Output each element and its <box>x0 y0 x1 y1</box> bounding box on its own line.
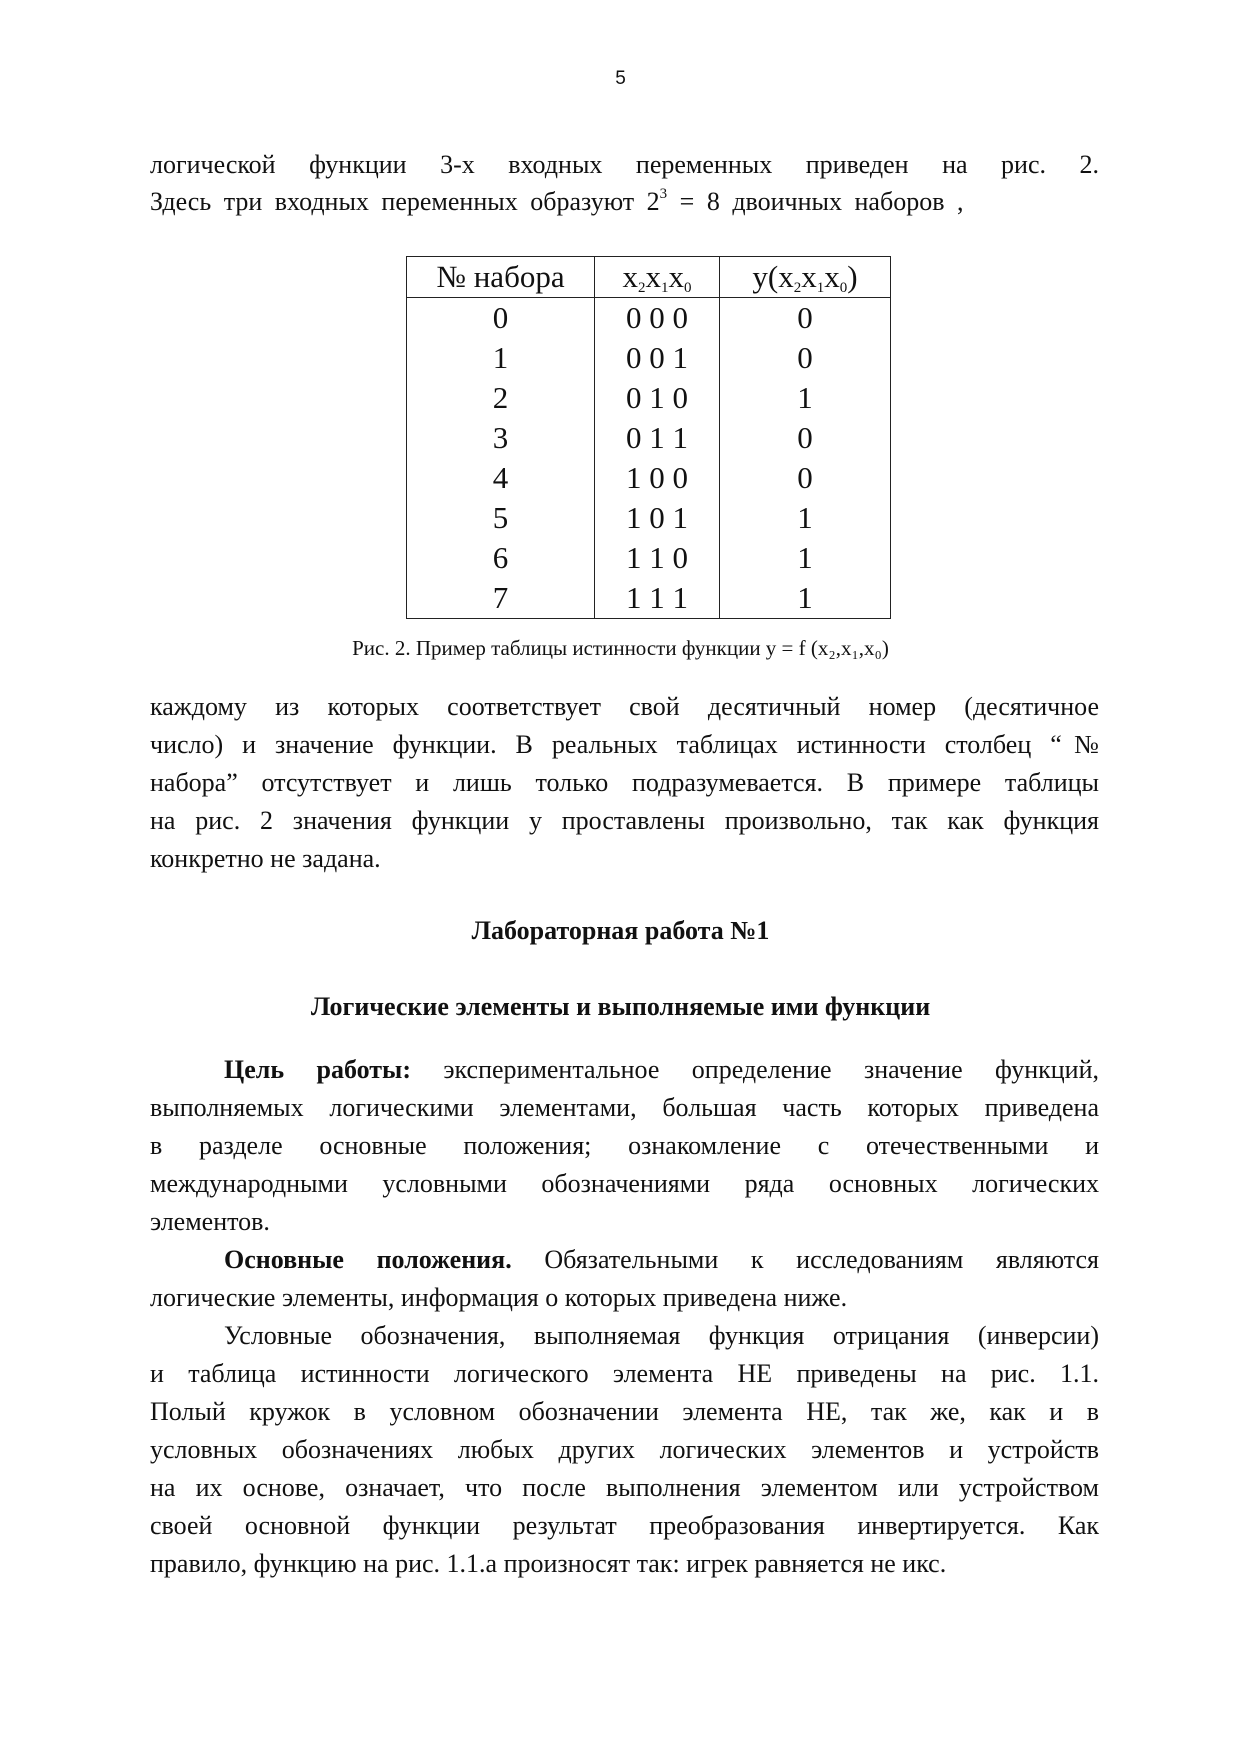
paragraph-line: правило, функцию на рис. 1.1.а произносят так: игрек равняется не икс. <box>150 1549 947 1578</box>
paragraph-line: набора” отсутствует и лишь только подразумевается. В примере таблицы <box>150 768 1099 797</box>
lab-subtitle: Логические элементы и выполняемые ими функции <box>310 992 931 1021</box>
table-header-row <box>407 257 891 298</box>
cell-n: 6 <box>407 538 595 578</box>
cell-y: 1 <box>720 538 891 578</box>
cell-n: 1 <box>407 338 595 378</box>
cell-n: 2 <box>407 378 595 418</box>
cell-y: 0 <box>720 338 891 378</box>
truth-table <box>406 256 891 619</box>
basics-label: Основные положения. <box>224 1245 512 1274</box>
text-span: экспериментальное определение значение функций, <box>411 1055 1099 1084</box>
cell-n: 7 <box>407 578 595 619</box>
cell-y: 1 <box>720 378 891 418</box>
table-row <box>407 578 891 619</box>
cell-y: 0 <box>720 418 891 458</box>
paragraph-line <box>150 183 1099 221</box>
cell-x: 1 1 1 <box>595 578 720 619</box>
cell-x: 1 0 0 <box>595 458 720 498</box>
table-row <box>407 538 891 578</box>
table-row <box>407 458 891 498</box>
superscript: 3 <box>659 186 668 202</box>
text-span: Обязательными к исследованиям являются <box>511 1245 1099 1274</box>
cell-y: 1 <box>720 578 891 619</box>
paragraph-line: Условные обозначения, выполняемая функция отрицания (инверсии) <box>224 1321 1099 1350</box>
cell-x: 1 0 1 <box>595 498 720 538</box>
table-row <box>407 498 891 538</box>
goal-label: Цель работы: <box>224 1055 411 1084</box>
cell-n: 5 <box>407 498 595 538</box>
table-row <box>407 378 891 418</box>
paragraph-line: выполняемых логическими элементами, большая часть которых приведена <box>150 1093 1099 1122</box>
header-output: $y(x_2x_1x_0)$ <box>720 257 891 298</box>
paragraph-line: логической функции 3-х входных переменных приведен на рис. 2. <box>150 150 1099 179</box>
cell-x: 1 1 0 <box>595 538 720 578</box>
cell-x: 0 1 0 <box>595 378 720 418</box>
lab-title: Лабораторная работа №1 <box>471 916 770 945</box>
paragraph-line: элементов. <box>150 1207 270 1236</box>
paragraph-line: своей основной функции результат преобразования инвертируется. Как <box>150 1511 1099 1540</box>
page-number: 5 <box>615 68 626 89</box>
cell-x: 0 0 0 <box>595 298 720 339</box>
figure-caption: Рис. 2. Пример таблицы истинности функции y = f (x₂,x₁,x₀) <box>352 636 889 660</box>
paragraph-line: каждому из которых соответствует свой десятичный номер (десятичное <box>150 692 1099 721</box>
paragraph-line: конкретно не задана. <box>150 844 381 873</box>
text-span: = 8 двоичных наборов , <box>667 187 964 216</box>
paragraph-line: на их основе, означает, что после выполнения элементом или устройством <box>150 1473 1099 1502</box>
paragraph-line: на рис. 2 значения функции у проставлены произвольно, так как функция <box>150 806 1099 835</box>
cell-y: 1 <box>720 498 891 538</box>
table-row <box>407 338 891 378</box>
paragraph-line: число) и значение функции. В реальных таблицах истинности столбец “№ <box>150 730 1099 759</box>
cell-n: 0 <box>407 298 595 339</box>
paragraph-line: Полый кружок в условном обозначении элемента НЕ, так же, как и в <box>150 1397 1099 1426</box>
cell-y: 0 <box>720 458 891 498</box>
cell-x: 0 0 1 <box>595 338 720 378</box>
cell-n: 4 <box>407 458 595 498</box>
paragraph-line: условных обозначениях любых других логических элементов и устройств <box>150 1435 1099 1464</box>
paragraph-line <box>224 1241 1099 1279</box>
header-inputs: $x_2x_1x_0$ <box>595 257 720 298</box>
paragraph-line: международными условными обозначениями ряда основных логических <box>150 1169 1099 1198</box>
paragraph-line: логические элементы, информация о которых приведена ниже. <box>150 1283 848 1312</box>
paragraph-line: в разделе основные положения; ознакомление с отечественными и <box>150 1131 1099 1160</box>
paragraph-line: и таблица истинности логического элемента НЕ приведены на рис. 1.1. <box>150 1359 1099 1388</box>
table-row <box>407 418 891 458</box>
cell-x: 0 1 1 <box>595 418 720 458</box>
cell-n: 3 <box>407 418 595 458</box>
cell-y: 0 <box>720 298 891 339</box>
header-set-number: № набора <box>407 257 595 298</box>
paragraph-line <box>224 1051 1099 1089</box>
text-span: Здесь три входных переменных образуют 2 <box>150 187 660 216</box>
table-row <box>407 298 891 339</box>
